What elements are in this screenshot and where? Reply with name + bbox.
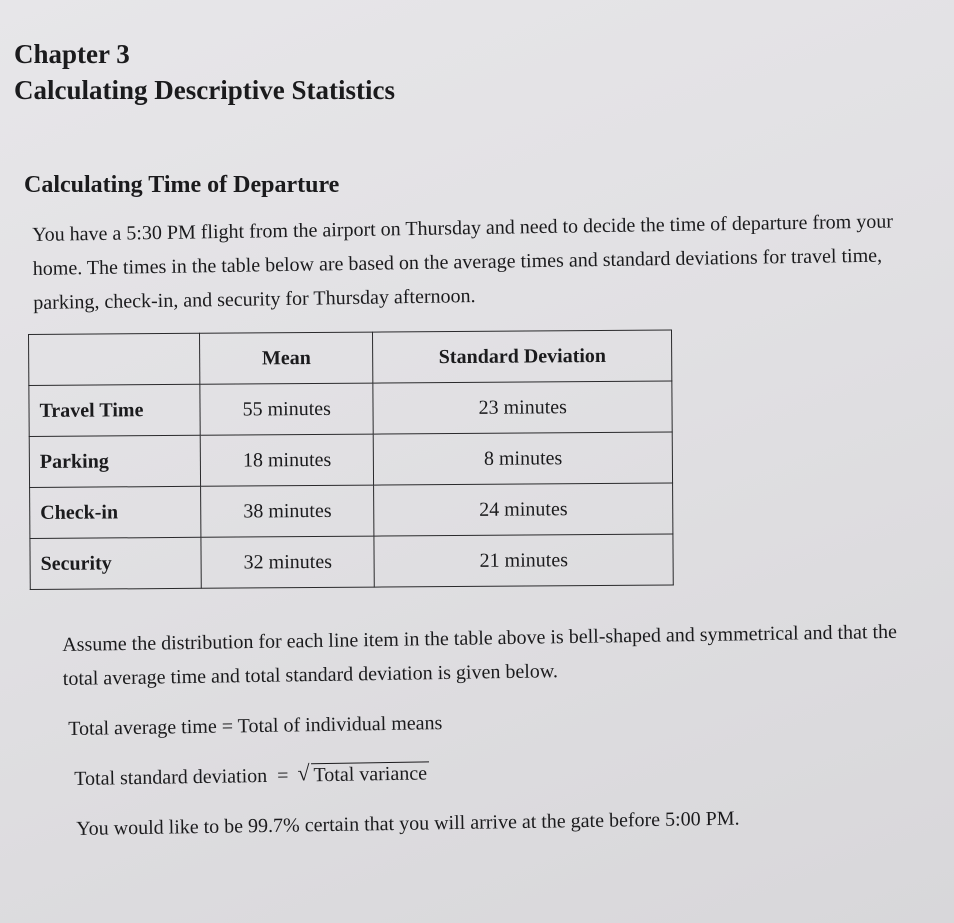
statistics-table-wrapper xyxy=(28,330,674,590)
assumption-paragraph: Assume the distribution for each line item in the table above is bell-shaped and symmetrical and that the total average time and total standard deviation is given below. xyxy=(62,620,898,690)
table-row xyxy=(29,381,672,436)
row-label-check-in: Check-in xyxy=(30,486,201,538)
header-empty xyxy=(29,333,200,385)
table-header-row xyxy=(29,330,672,385)
equals-sign: = xyxy=(277,764,289,787)
row-label-security: Security xyxy=(30,537,201,589)
total-average-lhs: Total average time xyxy=(68,715,217,740)
total-average-rhs: Total of individual means xyxy=(237,712,443,738)
cell-mean: 38 minutes xyxy=(201,485,375,537)
cell-sd: 21 minutes xyxy=(374,534,673,587)
header-mean: Mean xyxy=(199,332,373,384)
square-root xyxy=(297,758,429,790)
row-label-travel-time: Travel Time xyxy=(29,384,200,436)
chapter-title: Calculating Descriptive Statistics xyxy=(14,75,395,105)
header-standard-deviation: Standard Deviation xyxy=(373,330,672,383)
cell-sd: 23 minutes xyxy=(373,381,672,434)
cell-mean: 18 minutes xyxy=(200,434,374,486)
total-sd-lhs: Total standard deviation xyxy=(74,764,268,790)
table-row xyxy=(30,534,673,589)
table-row xyxy=(30,483,673,538)
section-title: Calculating Time of Departure xyxy=(24,172,340,198)
equals-sign: = xyxy=(221,715,234,738)
cell-sd: 24 minutes xyxy=(374,483,673,536)
total-sd-formula xyxy=(74,758,429,794)
intro-paragraph: You have a 5:30 PM flight from the airport on Thursday and need to decide the time of departure from your home. The times in the table below are based on the average times and standard deviations for travel time, parking, check-in, and security for Thursday afternoon. xyxy=(32,210,894,314)
chapter-number: Chapter 3 xyxy=(14,39,130,69)
total-sd-rhs: Total variance xyxy=(311,761,429,786)
sqrt-icon: √ xyxy=(297,760,310,786)
row-label-parking: Parking xyxy=(29,435,200,487)
total-average-formula xyxy=(68,708,443,744)
cell-mean: 55 minutes xyxy=(200,383,374,435)
cell-sd: 8 minutes xyxy=(374,432,673,485)
certainty-statement: You would like to be 99.7% certain that you will arrive at the gate before 5:00 PM. xyxy=(76,807,740,840)
cell-mean: 32 minutes xyxy=(201,536,375,588)
table-row xyxy=(29,432,672,487)
statistics-table xyxy=(28,330,674,590)
